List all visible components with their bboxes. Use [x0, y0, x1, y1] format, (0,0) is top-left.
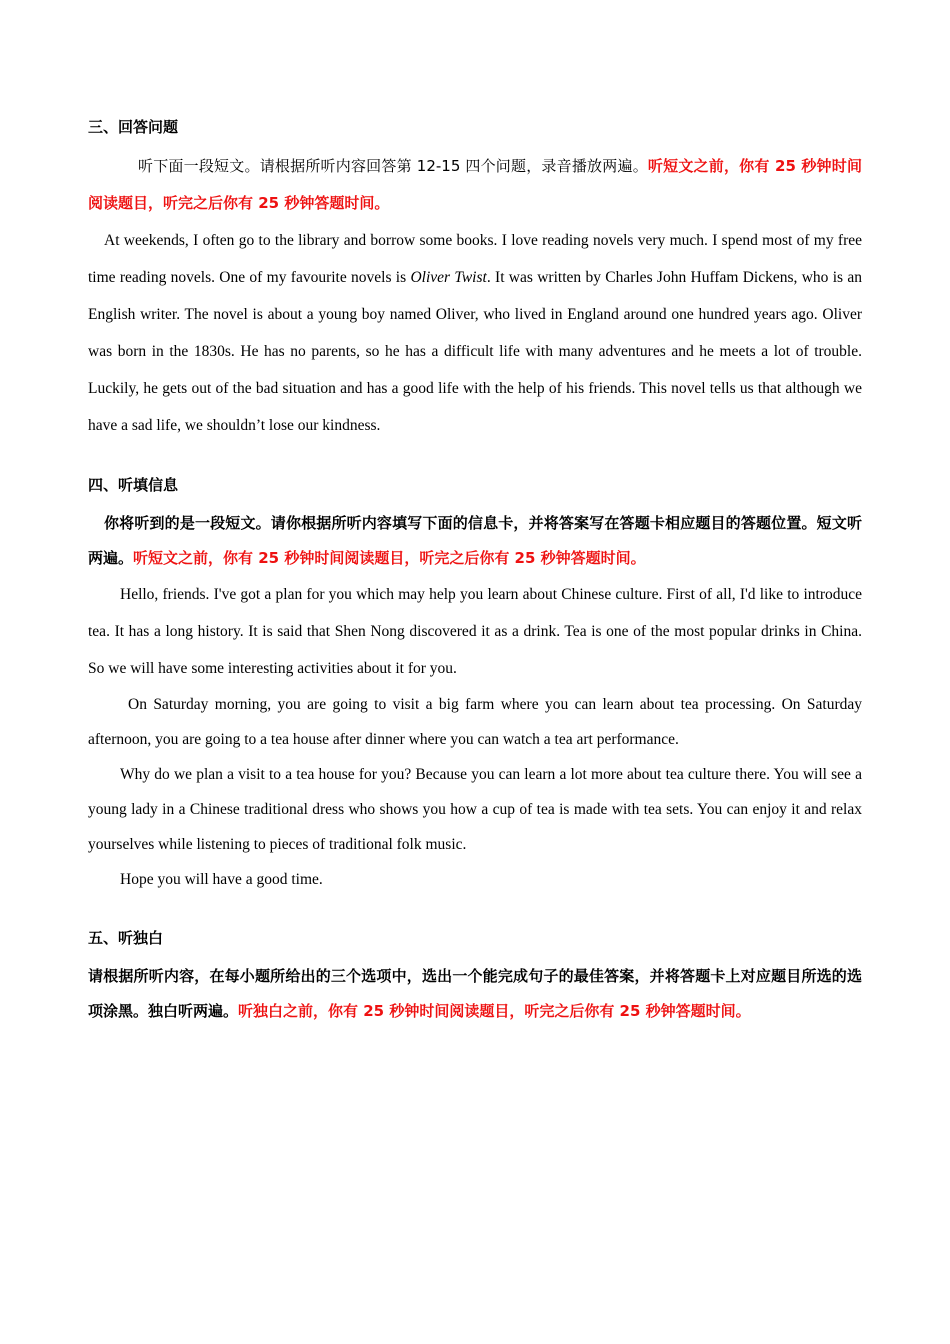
section4-paragraph-4: Hope you will have a good time.	[120, 871, 323, 888]
section4-paragraph-2: On Saturday morning, you are going to visit a big farm where you can learn about tea processing. On Saturday afternoon, you are going to a tea house after dinner where you can watch a tea art performance.	[88, 696, 862, 748]
section3-instruction-plain: 听下面一段短文。请根据所听内容回答第 12-15 四个问题，录音播放两遍。	[138, 157, 648, 175]
section3-instruction-red: 听短文之前，你有 25 秒钟时间阅读题目，听完之后你有 25 秒钟答题时间。	[88, 157, 862, 212]
section4-paragraph-3: Why do we plan a visit to a tea house for you? Because you can learn a lot more about tea culture there. You will see a young lady in a Chinese traditional dress who shows you how a cup of tea is made with tea sets. You can enjoy it and relax yourselves while listening to pieces of traditional folk music.	[88, 766, 862, 853]
section3-heading: 三、回答问题	[88, 118, 179, 136]
section5-instruction-red: 听独白之前，你有 25 秒钟时间阅读题目，听完之后你有 25 秒钟答题时间。	[238, 1002, 751, 1020]
section4-paragraph-1: Hello, friends. I've got a plan for you which may help you learn about Chinese culture. First of all, I'd like to introduce tea. It has a long history. It is said that Shen Nong discovered it as a drink. Tea is one of the most popular drinks in China. So we will have some interesting activities about it for you.	[88, 586, 862, 677]
section3-passage-after: . It was written by Charles John Huffam Dickens, who is an English writer. The novel is about a young boy named Oliver, who lived in England around one hundred years ago. Oliver was born in the 1830s. He has no parents, so he has a difficult life with many adventures and he meets a lot of trouble. Luckily, he gets out of the bad situation and has a good life with the help of his friends. This novel tells us that although we have a sad life, we shouldn’t lose our kindness.	[88, 269, 862, 434]
section4-instruction-red: 听短文之前，你有 25 秒钟时间阅读题目，听完之后你有 25 秒钟答题时间。	[133, 549, 646, 567]
book-title: Oliver Twist	[410, 269, 487, 286]
section3-passage-before: At weekends, I often go to the library and borrow some books. I love reading novels very much. I spend most of my free time reading novels. One of my favourite novels is	[88, 232, 862, 286]
section5-instruction-plain: 请根据所听内容，在每小题所给出的三个选项中，选出一个能完成句子的最佳答案，并将答题卡上对应题目所选的选项涂黑。独白听两遍。	[88, 967, 862, 1020]
section5-instruction	[88, 959, 862, 1029]
section4-instruction	[88, 506, 862, 576]
section4-heading: 四、听填信息	[88, 476, 179, 494]
section4-instruction-plain: 你将听到的是一段短文。请你根据所听内容填写下面的信息卡，并将答案写在答题卡相应题目的答题位置。短文听两遍。	[88, 514, 862, 567]
section3-instruction	[88, 148, 862, 222]
section3-passage	[88, 222, 862, 444]
section5-heading: 五、听独白	[88, 929, 164, 947]
